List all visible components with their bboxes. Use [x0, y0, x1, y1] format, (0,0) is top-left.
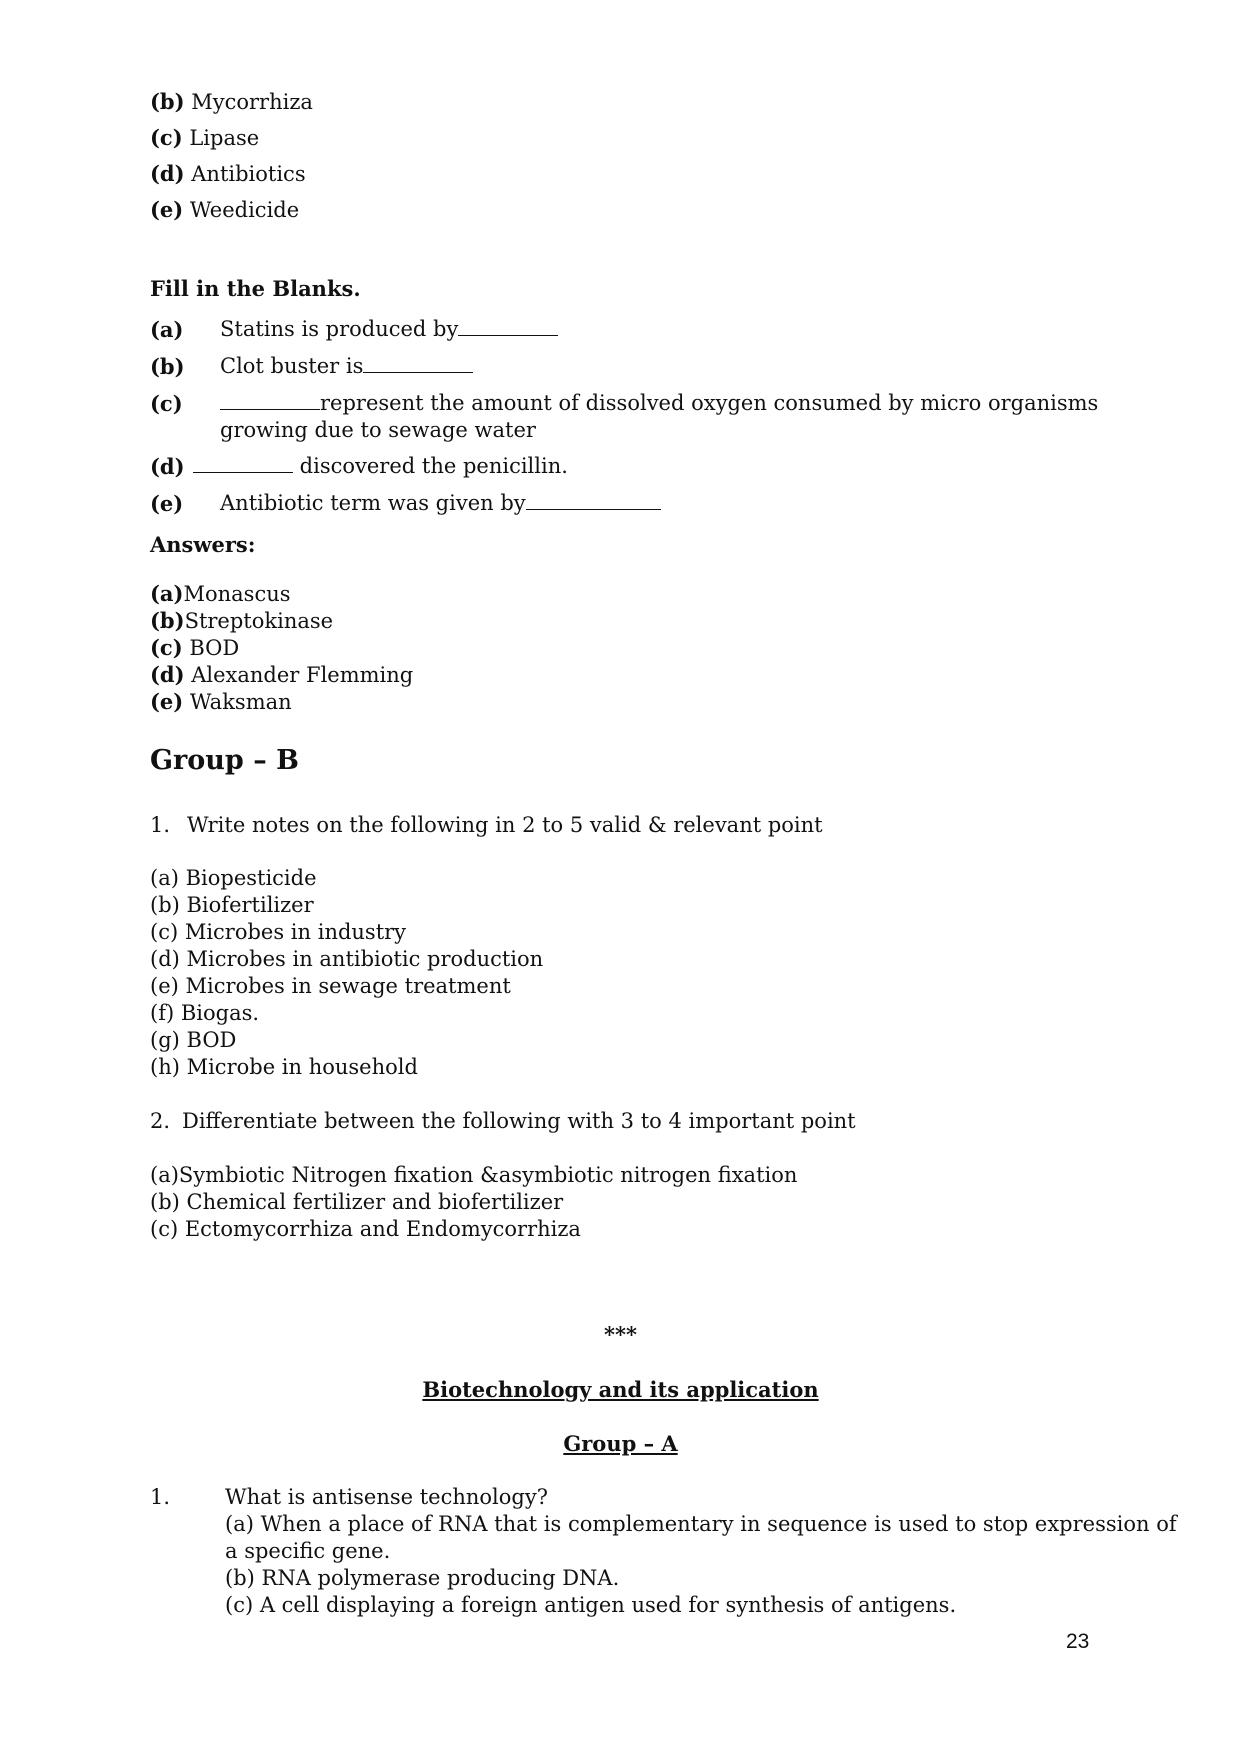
- blank-label: (d): [150, 454, 185, 479]
- section-title: Biotechnology and its application: [422, 1377, 819, 1402]
- answer-label: (c): [150, 635, 183, 660]
- question-number: 2.: [150, 1109, 171, 1133]
- blank-label: (e): [150, 491, 184, 516]
- item-text: Mycorrhiza: [191, 90, 313, 114]
- list-item: (c) Ectomycorrhiza and Endomycorrhiza: [150, 1217, 581, 1241]
- list-item: (g) BOD: [150, 1028, 237, 1052]
- list-item: [150, 160, 306, 188]
- blank-question: [193, 453, 568, 480]
- blank-label: (c): [150, 391, 183, 416]
- answers-heading: Answers:: [150, 532, 256, 557]
- blank-text: Antibiotic term was given by: [220, 491, 526, 515]
- blank-line: [220, 391, 320, 410]
- option-text: a specific gene.: [225, 1539, 391, 1563]
- blank-line: [458, 317, 558, 336]
- answer-label: (b): [150, 608, 185, 633]
- blank-line: [193, 454, 293, 473]
- answer-item: [150, 580, 291, 608]
- list-item: [150, 196, 299, 224]
- page-number: 23: [1066, 1630, 1090, 1653]
- blank-question: [220, 353, 473, 380]
- separator: ***: [604, 1322, 637, 1347]
- list-item: (a)Symbiotic Nitrogen fixation &asymbiotic nitrogen fixation: [150, 1163, 798, 1187]
- fill-blanks-heading: Fill in the Blanks.: [150, 276, 361, 301]
- answer-item: [150, 688, 292, 716]
- blank-label: (a): [150, 317, 184, 342]
- list-item: (e) Microbes in sewage treatment: [150, 974, 511, 998]
- list-item: (d) Microbes in antibiotic production: [150, 947, 544, 971]
- blank-question: [220, 390, 1098, 417]
- blank-label: (b): [150, 354, 185, 379]
- blank-question: [220, 316, 558, 343]
- list-item: [150, 124, 259, 152]
- question-number: 1.: [150, 813, 171, 837]
- list-item: (b) Chemical fertilizer and biofertilizer: [150, 1190, 564, 1214]
- answer-label: (a): [150, 581, 184, 606]
- answer-text: Monascus: [183, 582, 291, 606]
- blank-text: discovered the penicillin.: [293, 454, 568, 478]
- item-text: Weedicide: [189, 198, 300, 222]
- item-label: (e): [150, 197, 184, 222]
- answer-item: [150, 661, 413, 689]
- answer-item: [150, 607, 333, 635]
- list-item: (h) Microbe in household: [150, 1055, 418, 1079]
- list-item: [150, 88, 313, 116]
- question-number: 1.: [150, 1485, 171, 1509]
- answer-text: BOD: [182, 636, 240, 660]
- blank-question: [220, 490, 661, 517]
- list-item: (c) Microbes in industry: [150, 920, 407, 944]
- blank-question-continued: growing due to sewage water: [220, 418, 536, 442]
- item-text: Antibiotics: [191, 162, 306, 186]
- item-label: (b): [150, 89, 185, 114]
- section-group-heading: Group – A: [563, 1431, 678, 1456]
- answer-item: [150, 634, 239, 662]
- blank-line: [526, 491, 661, 510]
- item-label: (c): [150, 125, 183, 150]
- blank-line: [363, 354, 473, 373]
- item-label: (d): [150, 161, 185, 186]
- answer-label: (d): [150, 662, 185, 687]
- group-b-heading: Group – B: [150, 745, 299, 776]
- list-item: (a) Biopesticide: [150, 866, 317, 890]
- blank-text: Statins is produced by: [220, 317, 459, 341]
- question-text: Write notes on the following in 2 to 5 valid & relevant point: [187, 813, 823, 837]
- answer-text: Alexander Flemming: [184, 663, 414, 687]
- answer-text: Waksman: [183, 690, 292, 714]
- question-text: What is antisense technology?: [225, 1485, 548, 1509]
- item-text: Lipase: [189, 126, 260, 150]
- option-text: (a) When a place of RNA that is complementary in sequence is used to stop expression of: [225, 1512, 1177, 1536]
- list-item: (b) Biofertilizer: [150, 893, 314, 917]
- list-item: (f) Biogas.: [150, 1001, 260, 1025]
- option-text: (b) RNA polymerase producing DNA.: [225, 1566, 620, 1590]
- blank-text: Clot buster is: [220, 354, 364, 378]
- option-text: (c) A cell displaying a foreign antigen used for synthesis of antigens.: [225, 1593, 957, 1617]
- answer-label: (e): [150, 689, 184, 714]
- blank-text: represent the amount of dissolved oxygen consumed by micro organisms: [320, 391, 1099, 415]
- question-text: Differentiate between the following with 3 to 4 important point: [182, 1109, 856, 1133]
- answer-text: Streptokinase: [184, 609, 334, 633]
